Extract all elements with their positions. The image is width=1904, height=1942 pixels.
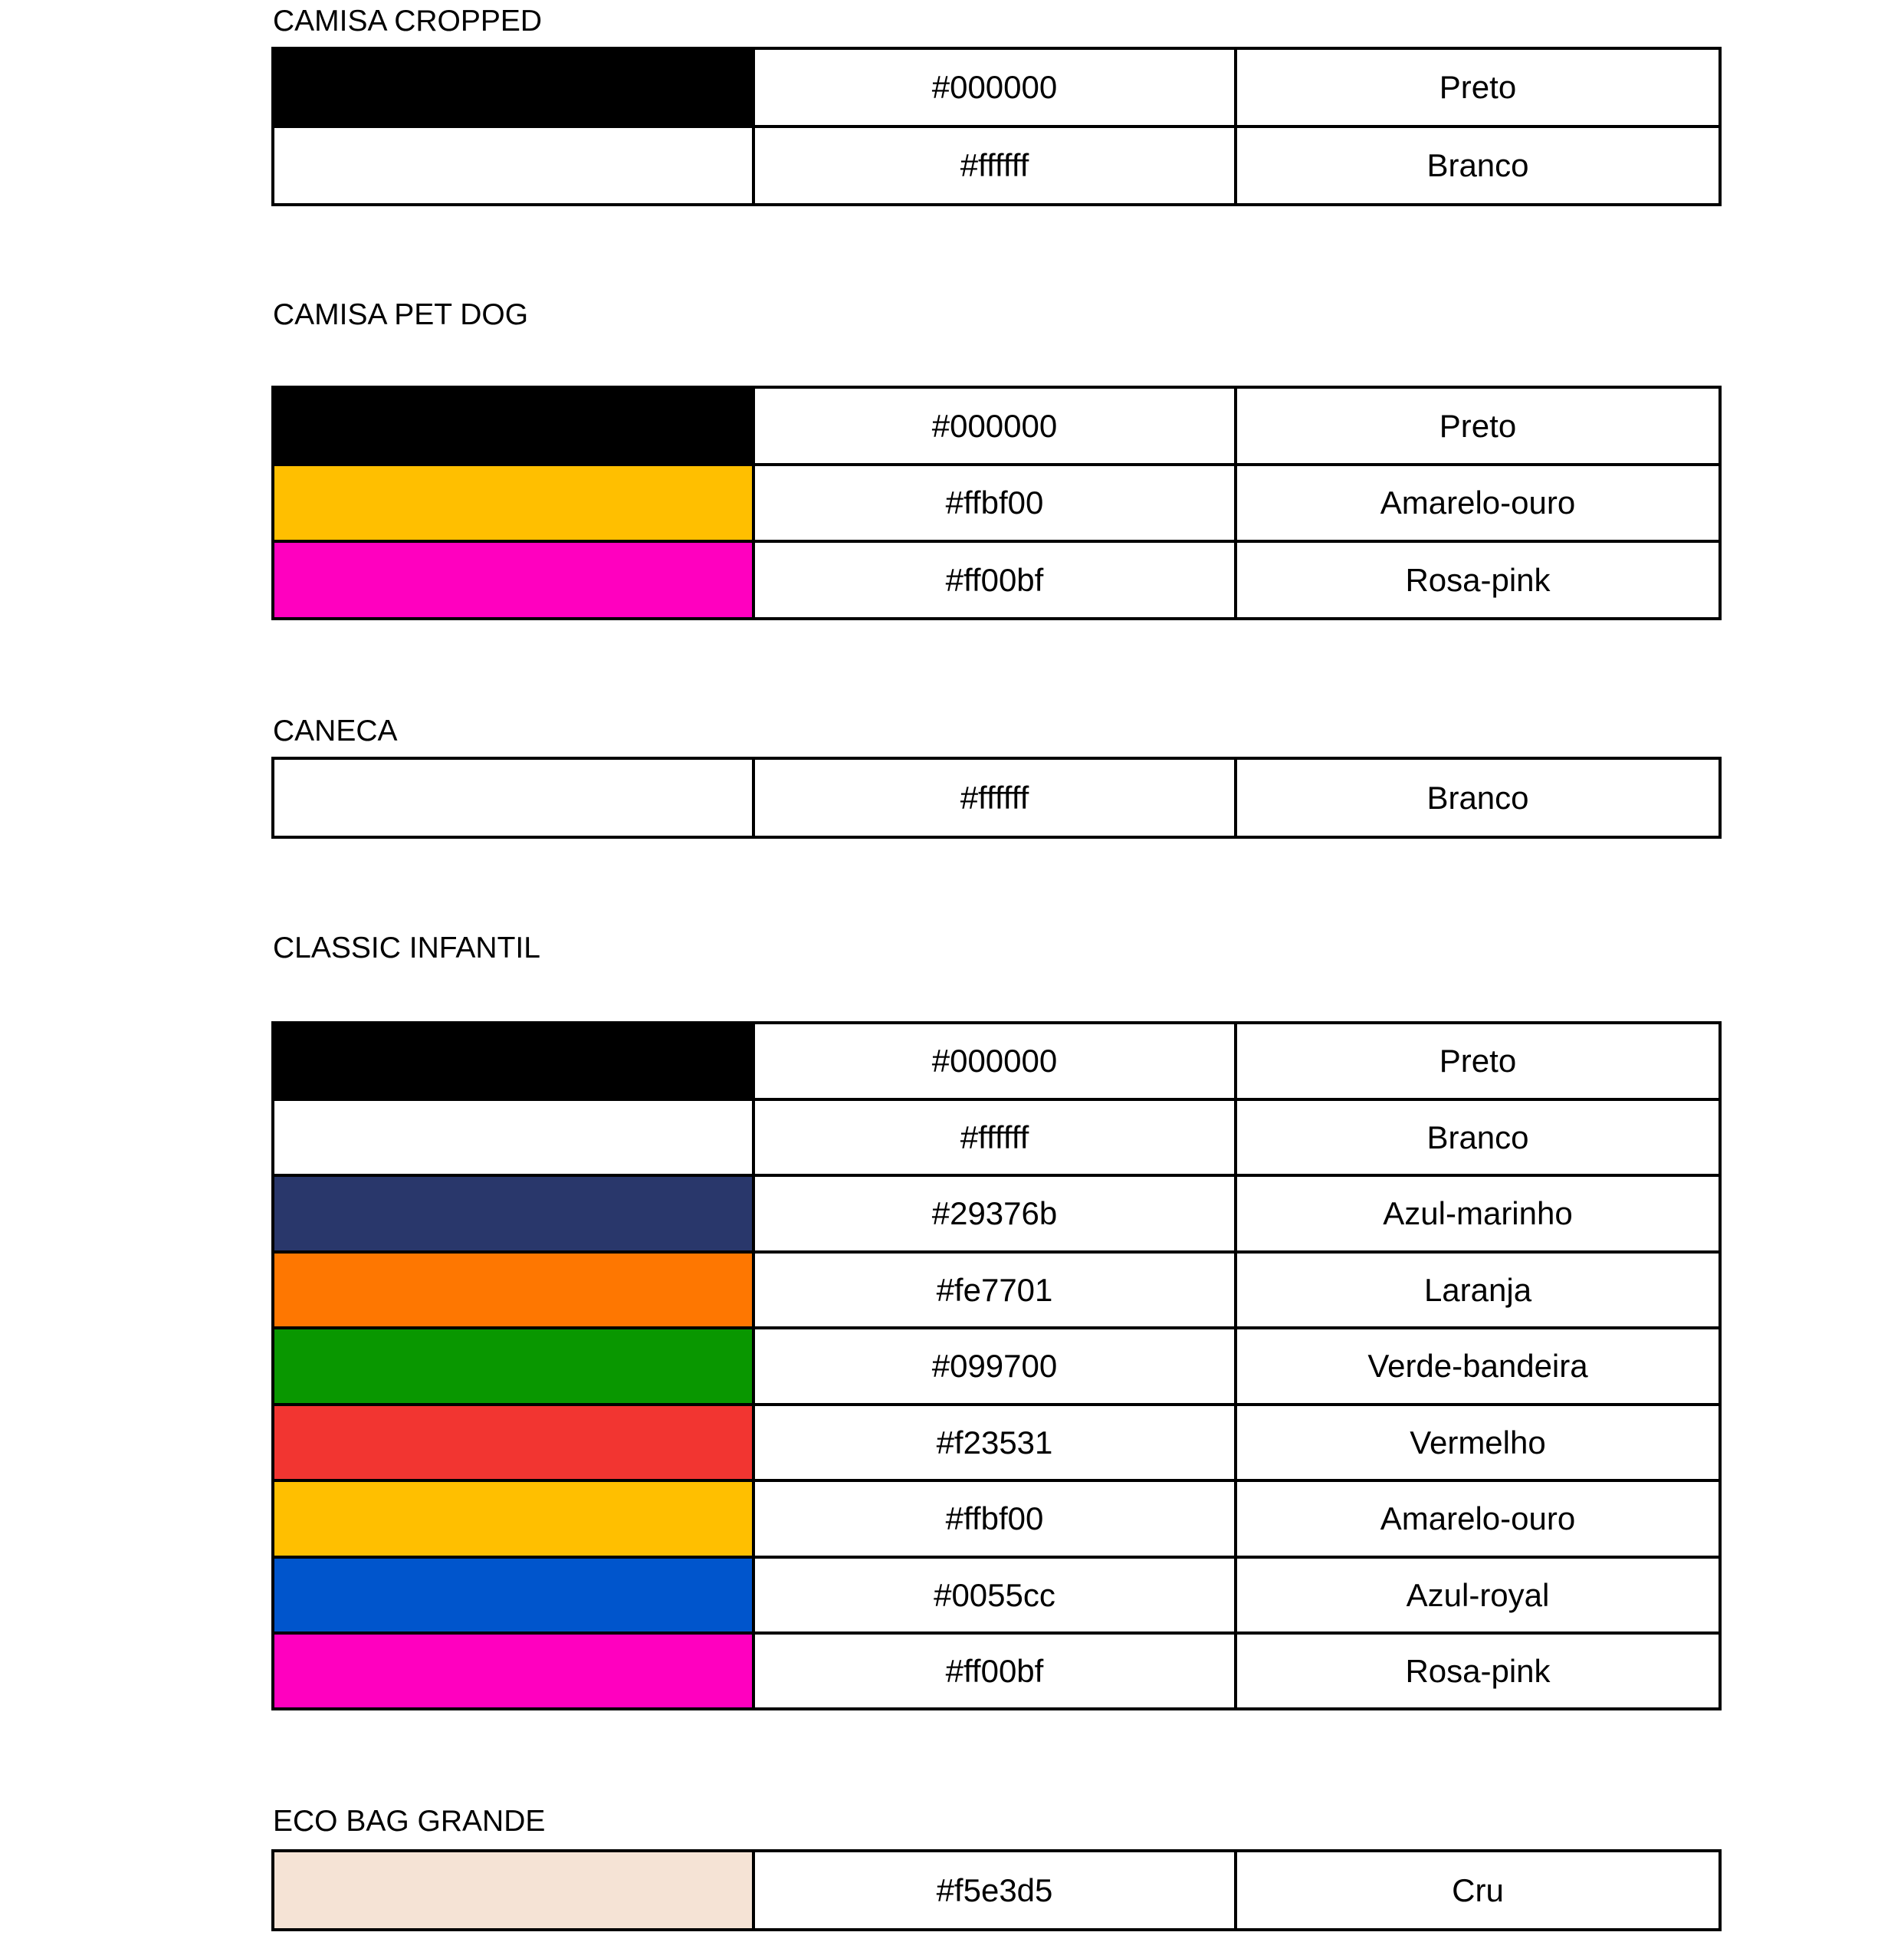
hex-code: #099700 [753,1328,1236,1405]
color-name: Branco [1236,127,1720,205]
color-name: Preto [1236,387,1720,465]
hex-code: #ffbf00 [753,465,1236,541]
hex-code: #000000 [753,48,1236,127]
color-table-eco-bag-grande [271,1849,1722,1931]
hex-code: #29376b [753,1175,1236,1252]
hex-code: #000000 [753,387,1236,465]
color-name: Laranja [1236,1252,1720,1328]
color-row [273,1557,1720,1633]
hex-code: #0055cc [753,1557,1236,1633]
color-row [273,1851,1720,1930]
color-row [273,1633,1720,1709]
color-row [273,1480,1720,1557]
color-swatch [273,1099,753,1175]
color-swatch [273,1851,753,1930]
color-row [273,1023,1720,1099]
section-title-camisa-cropped: CAMISA CROPPED [273,5,543,38]
hex-code: #fe7701 [753,1252,1236,1328]
hex-code: #ffffff [753,1099,1236,1175]
hex-code: #000000 [753,1023,1236,1099]
hex-code: #ffffff [753,127,1236,205]
color-swatch [273,1252,753,1328]
color-swatch [273,1557,753,1633]
color-row [273,387,1720,465]
color-name: Amarelo-ouro [1236,1480,1720,1557]
color-swatch [273,48,753,127]
color-row [273,1099,1720,1175]
color-table-classic-infantil [271,1021,1722,1710]
color-name: Cru [1236,1851,1720,1930]
hex-code: #ff00bf [753,1633,1236,1709]
color-swatch [273,1023,753,1099]
color-name: Branco [1236,758,1720,837]
color-name: Rosa-pink [1236,541,1720,619]
color-row [273,1405,1720,1480]
hex-code: #f23531 [753,1405,1236,1480]
section-title-classic-infantil: CLASSIC INFANTIL [273,932,540,964]
hex-code: #ffbf00 [753,1480,1236,1557]
hex-code: #f5e3d5 [753,1851,1236,1930]
color-row [273,541,1720,619]
color-name: Preto [1236,1023,1720,1099]
color-row [273,465,1720,541]
color-swatch [273,127,753,205]
color-name: Azul-marinho [1236,1175,1720,1252]
color-swatch [273,1633,753,1709]
color-row [273,1175,1720,1252]
color-table-camisa-pet-dog [271,386,1722,620]
hex-code: #ff00bf [753,541,1236,619]
section-title-eco-bag-grande: ECO BAG GRANDE [273,1805,546,1838]
section-title-camisa-pet-dog: CAMISA PET DOG [273,298,529,331]
color-row [273,758,1720,837]
color-swatch [273,1175,753,1252]
color-swatch [273,1328,753,1405]
color-table-caneca [271,757,1722,839]
color-swatch [273,1405,753,1480]
color-swatch [273,465,753,541]
color-name: Preto [1236,48,1720,127]
color-name: Azul-royal [1236,1557,1720,1633]
color-table-camisa-cropped [271,47,1722,206]
color-swatch [273,1480,753,1557]
hex-code: #ffffff [753,758,1236,837]
color-swatch [273,387,753,465]
color-swatch [273,758,753,837]
color-row [273,1252,1720,1328]
color-swatch [273,541,753,619]
color-name: Rosa-pink [1236,1633,1720,1709]
color-name: Amarelo-ouro [1236,465,1720,541]
color-row [273,127,1720,205]
color-row [273,48,1720,127]
section-title-caneca: CANECA [273,715,398,748]
color-name: Verde-bandeira [1236,1328,1720,1405]
color-row [273,1328,1720,1405]
color-name: Branco [1236,1099,1720,1175]
color-name: Vermelho [1236,1405,1720,1480]
